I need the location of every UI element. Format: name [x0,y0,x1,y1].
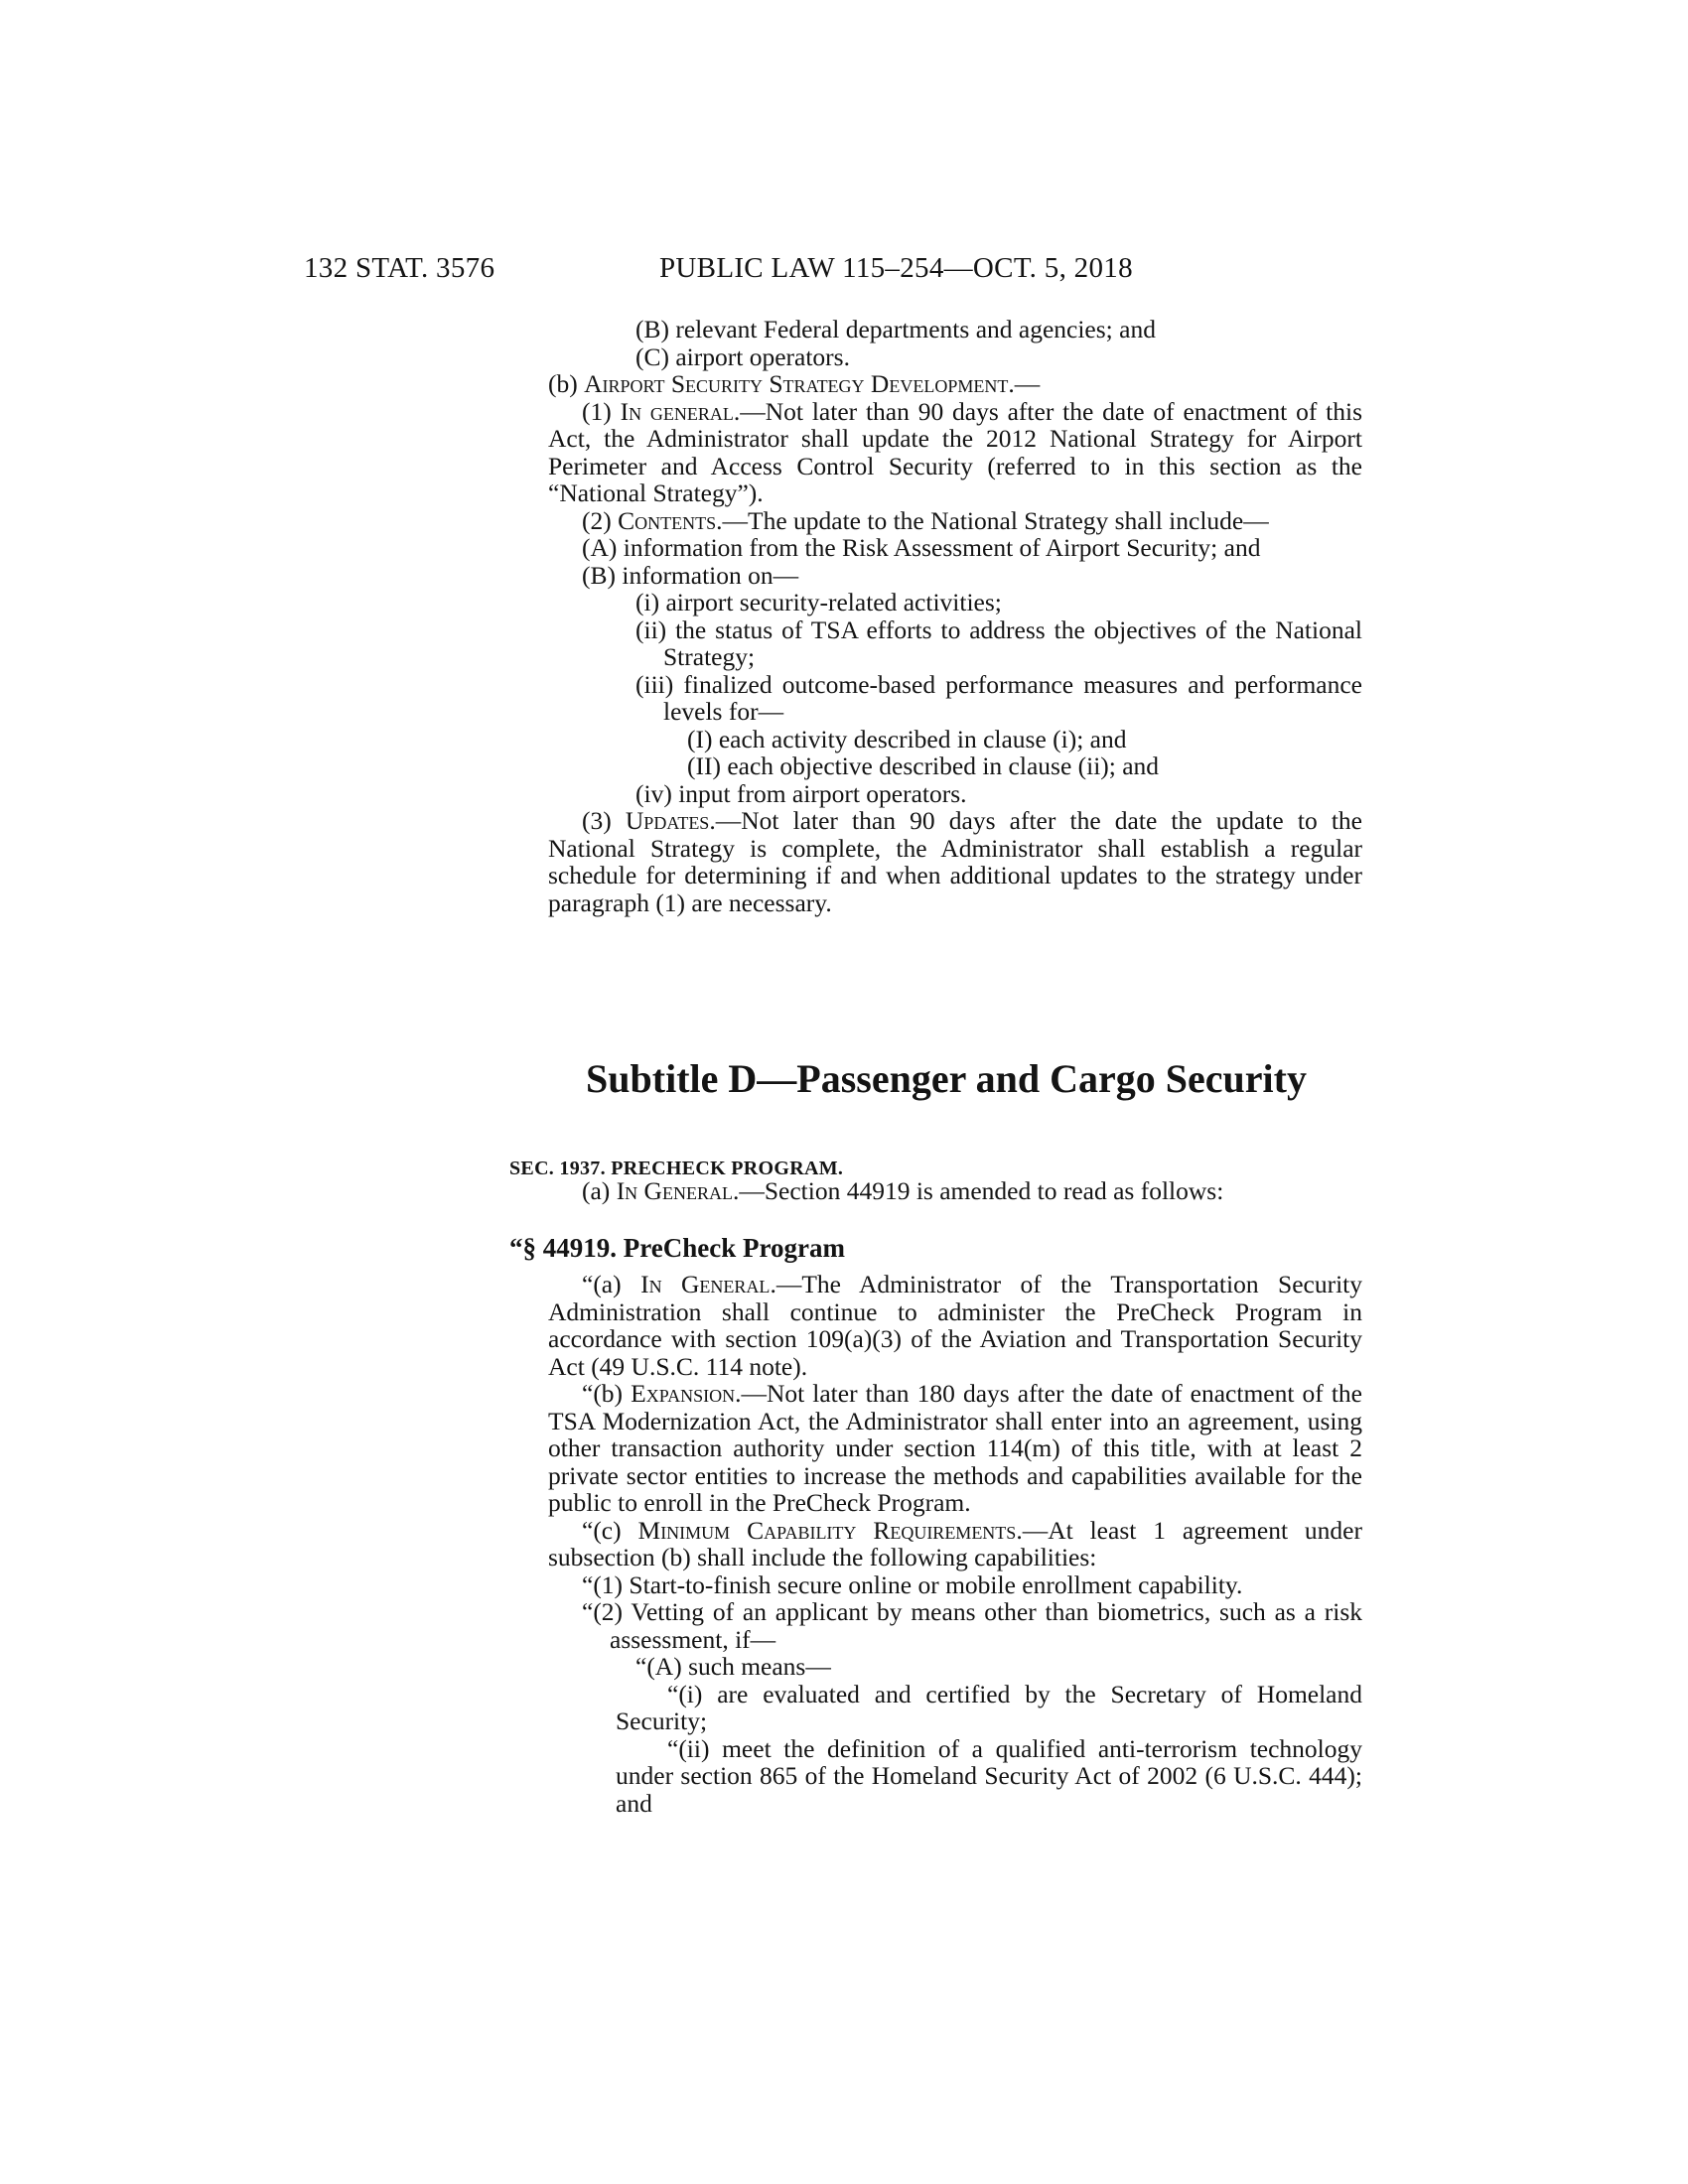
item-b-information-on: (B) information on— [582,560,799,590]
stat-page-number: 132 STAT. 3576 [304,252,495,284]
capability-2-A: “(A) such means— [635,1652,831,1681]
capability-2: “(2) Vetting of an applicant by means other than biometrics, such as a risk assessment, if— [582,1597,1362,1654]
paragraph-2-contents: (2) Contents.—The update to the National Strategy shall include— [582,505,1269,535]
item-b-relevant-agencies: (B) relevant Federal departments and agencies; and [635,315,1156,343]
clause-ii: (ii) the status of TSA efforts to address the objectives of the National Strategy; [635,614,1362,671]
subclause-I: (I) each activity described in clause (i); and [687,724,1127,753]
clause-iii: (iii) finalized outcome-based performance measures and performance levels for— [635,669,1362,726]
quoted-subsection-c: “(c) Minimum Capability Requirements.—At least 1 agreement under subsection (b) shall include the following capabilities: [548,1515,1362,1571]
item-c-airport-operators: (C) airport operators. [635,341,850,371]
item-a-risk-assessment: (A) information from the Risk Assessment of Airport Security; and [582,533,1261,562]
precheck-text-block [548,1271,1362,1817]
capability-1: “(1) Start-to-finish secure online or mobile enrollment capability. [582,1570,1243,1599]
quoted-subsection-a: “(a) In General.—The Administrator of the Transportation Security Administration shall continue to administer the PreCheck Program in accordance with section 109(a)(3) of the Aviation and Transportation Security Act (49 U.S.C. 114 note). [548,1270,1362,1381]
capability-2-A-i: “(i) are evaluated and certified by the Secretary of Homeland Security; [616,1679,1362,1735]
clause-iv: (iv) input from airport operators. [635,778,967,808]
quoted-subsection-b: “(b) Expansion.—Not later than 180 days after the date of enactment of the TSA Modernization Act, the Administrator shall enter into an agreement, using other transaction authority under section 114(m) of this title, with at least 2 private sector entities to increase the methods and capabilities available for the public to enroll in the PreCheck Program. [548,1379,1362,1517]
strategy-text-block [548,316,1362,916]
subclause-II: (II) each objective described in clause (ii); and [687,751,1160,780]
capability-2-A-ii: “(ii) meet the definition of a qualified anti-terrorism technology under section 865 of the Homeland Security Act of 2002 (6 U.S.C. 444); and [616,1733,1362,1818]
amendment-line: (a) In General.—Section 44919 is amended to read as follows: [582,1176,1224,1205]
running-head: PUBLIC LAW 115–254—OCT. 5, 2018 [659,252,1133,284]
paragraph-3-updates: (3) Updates.—Not later than 90 days after the date the update to the National Strategy is complete, the Administrator shall establish a regular schedule for determining if and when additional updates to the strategy under paragraph (1) are necessary. [548,806,1362,917]
subtitle-heading: Subtitle D—Passenger and Cargo Security [586,1056,1307,1101]
quoted-section-heading: “§ 44919. PreCheck Program [509,1233,845,1263]
clause-i: (i) airport security-related activities; [635,588,1002,616]
paragraph-1-in-general: (1) In general.—Not later than 90 days after the date of enactment of this Act, the Administrator shall update the 2012 National Strategy for Airport Perimeter and Access Control Security (referred to in this section as the “National Strategy”). [548,396,1363,507]
subsection-b-heading: (b) Airport Security Strategy Development.— [548,369,1041,398]
section-heading: SEC. 1937. PRECHECK PROGRAM. [509,1158,844,1179]
